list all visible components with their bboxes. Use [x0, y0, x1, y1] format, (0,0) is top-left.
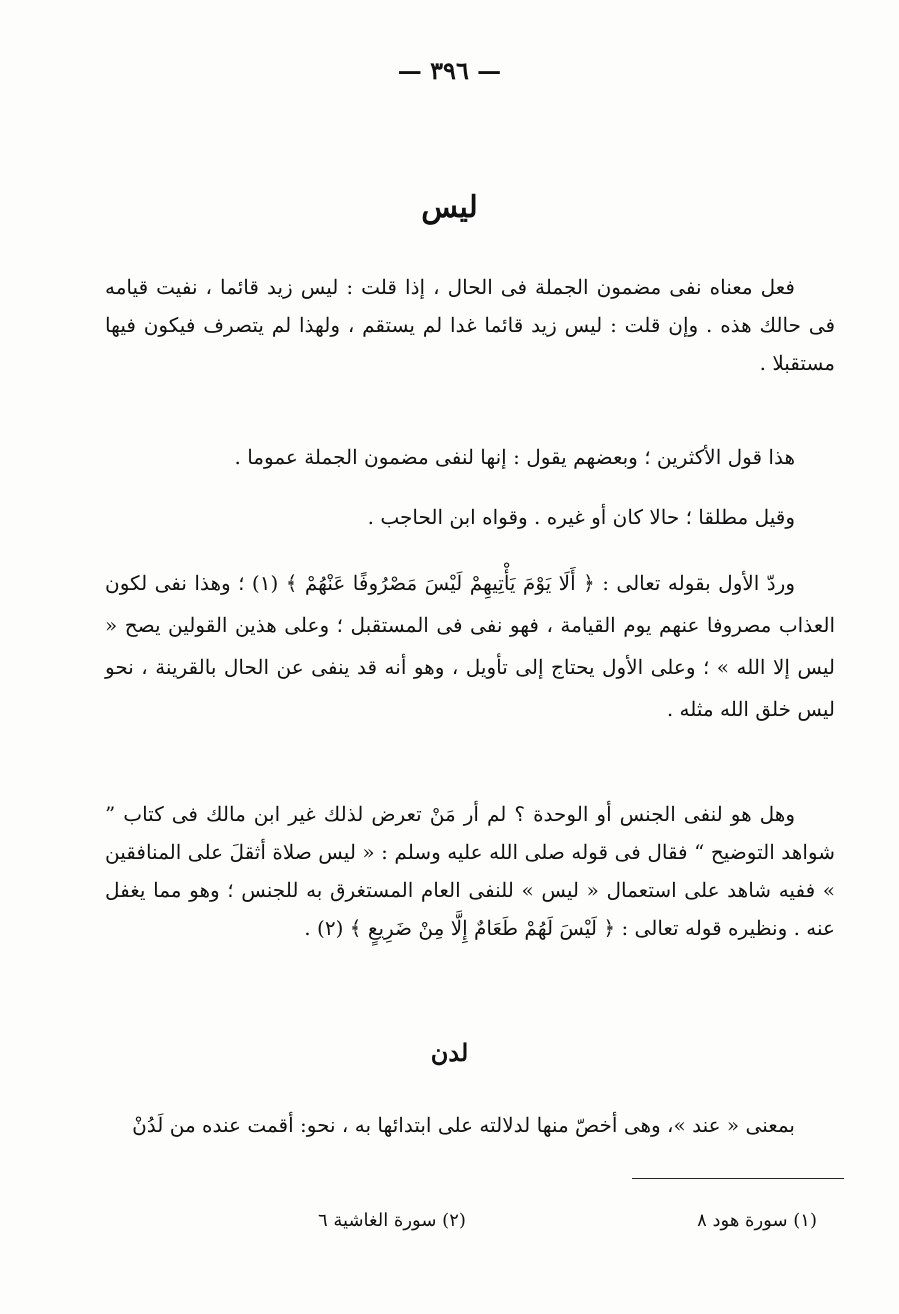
paragraph-ladun-definition: بمعنى « عند »، وهى أخصّ منها لدلالته على ابتدائها به ، نحو: أقمت عنده من لَدُنْ — [132, 1113, 795, 1137]
footnote-divider — [632, 1178, 844, 1179]
footnote-2: (٢) سورة الغاشية ٦ — [318, 1210, 466, 1231]
paragraph-definition: فعل معناه نفى مضمون الجملة فى الحال ، إذا قلت : ليس زيد قائما ، نفيت قيامه فى حالك هذه . وإن قلت : ليس زيد قائما غدا لم يستقم ، ولهذا لم يتصرف فيكون فيها مستقبلا . — [105, 275, 835, 375]
paragraph-majority-view: هذا قول الأكثرين ؛ وبعضهم يقول : إنها لنفى مضمون الجملة عموما . — [234, 445, 795, 469]
section-heading-ladun: لدن — [430, 1038, 469, 1067]
paragraph-refutation: وردّ الأول بقوله تعالى : ﴿ أَلَا يَوْمَ يَأْتِيهِمْ لَيْسَ مَصْرُوفًا عَنْهُمْ ﴾ (١) ؛ وهذا نفى لكون العذاب مصروفا عنهم يوم القيامة ، فهو نفى فى المستقبل ؛ وعلى هذين القولين يصح « ليس إلا الله » ؛ وعلى الأول يحتاج إلى تأويل ، وهو أنه قد ينفى عن الحال بالقرينة ، نحو ليس خلق الله مثله . — [105, 571, 835, 721]
footnote-1: (١) سورة هود ٨ — [697, 1210, 817, 1231]
paragraph-genus-negation: وهل هو لنفى الجنس أو الوحدة ؟ لم أر مَنْ تعرض لذلك غير ابن مالك فى كتاب ” شواهد التوضيح “ فقال فى قوله صلى الله عليه وسلم : « ليس صلاة أثقلَ على المنافقين » ففيه شاهد على استعمال « ليس » للنفى العام المستغرق به للجنس ؛ وهو مما يغفل عنه . ونظيره قوله تعالى : ﴿ لَيْسَ لَهُمْ طَعَامٌ إِلَّا مِنْ ضَرِيعٍ ﴾ (٢) . — [105, 802, 835, 940]
page-number: — ٣٩٦ — — [397, 56, 502, 85]
section-heading-laysa: ليس — [421, 190, 478, 225]
paragraph-absolute-view: وقيل مطلقا ؛ حالا كان أو غيره . وقواه ابن الحاجب . — [367, 505, 795, 529]
